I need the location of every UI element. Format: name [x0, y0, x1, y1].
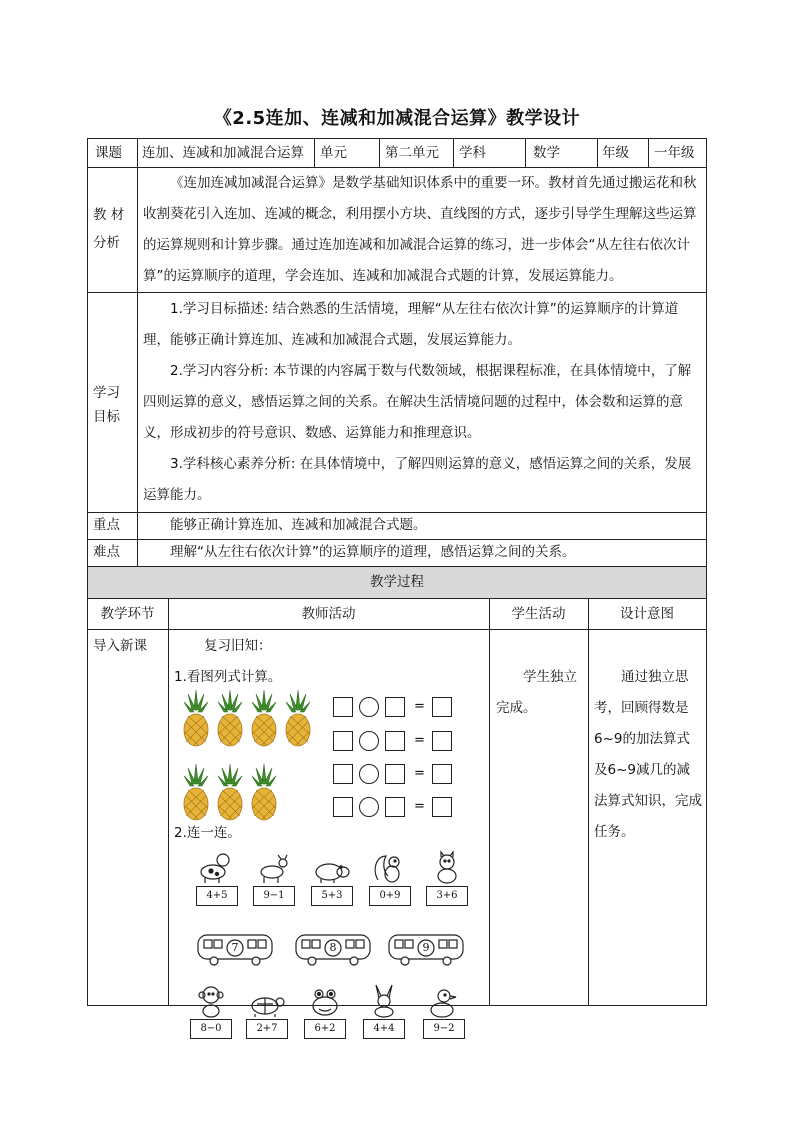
analysis-label-2: 分析 — [93, 235, 120, 251]
difficulty-label: 难点 — [93, 544, 120, 560]
expression-card[interactable]: 4+4 — [363, 1019, 405, 1039]
answer-box[interactable] — [385, 797, 405, 817]
col-teacher: 教师活动 — [301, 606, 356, 622]
pineapple-icon — [284, 688, 312, 748]
stage-name: 导入新课 — [93, 638, 147, 654]
expression-card[interactable]: 9−1 — [253, 886, 295, 906]
equals-sign: = — [414, 733, 425, 748]
col-student: 学生活动 — [511, 606, 566, 622]
bus-number: 8 — [329, 941, 337, 954]
goals-label-2: 目标 — [93, 409, 120, 425]
expression-card[interactable]: 3+6 — [426, 886, 468, 906]
expression-card[interactable]: 5+3 — [311, 886, 353, 906]
goals-label-1: 学习 — [93, 385, 120, 401]
result-box[interactable] — [432, 764, 452, 784]
pineapple-icon — [216, 688, 244, 748]
answer-box[interactable] — [385, 697, 405, 717]
answer-box[interactable] — [333, 764, 353, 784]
expression-card[interactable]: 0+9 — [369, 886, 411, 906]
difficulty-text: 理解“从左往右依次计算”的运算顺序的道理，感悟运算之间的关系。 — [170, 544, 576, 560]
answer-box[interactable] — [385, 731, 405, 751]
design-intent: 通过独立思考，回顾得数是6~9的加法算式及6~9减几的减法算式知识，完成任务。 — [594, 669, 702, 840]
expression-card[interactable]: 2+7 — [246, 1019, 288, 1039]
result-box[interactable] — [432, 797, 452, 817]
equals-sign: = — [414, 699, 425, 714]
result-box[interactable] — [432, 697, 452, 717]
page-title: 《2.5连加、连减和加减混合运算》教学设计 — [213, 108, 581, 129]
goal-item-3: 3.学科核心素养分析: 在具体情境中，了解四则运算的意义，感悟运算之间的关系，发展运算能力。 — [143, 456, 692, 503]
squirrel-icon — [370, 850, 410, 884]
lesson-value: 连加、连减和加减混合运算 — [142, 145, 304, 161]
bus-number: 9 — [422, 941, 430, 954]
expression-card[interactable]: 8−0 — [190, 1019, 232, 1039]
rabbit-icon — [364, 984, 404, 1018]
goat-icon — [254, 850, 294, 884]
analysis-text: 《连加连减加减混合运算》是数学基础知识体系中的重要一环。教材首先通过搬运花和秋收割葵花引入连加、连减的概念，利用摆小方块、直线图的方式，逐步引导学生理解这些运算的运算规则和计算步骤。通过连加连减和加减混合运算的练习，进一步体会“从左往右依次计算”的运算顺序的道理，学会连加、连减和加减混合式题的计算，发展运算能力。 — [143, 175, 697, 284]
answer-box[interactable] — [333, 731, 353, 751]
equals-sign: = — [414, 766, 425, 781]
question-2: 2.连一连。 — [174, 825, 241, 841]
expression-card[interactable]: 6+2 — [304, 1019, 346, 1039]
monkey-icon — [191, 984, 231, 1018]
process-header: 教学过程 — [370, 574, 424, 590]
answer-box[interactable] — [385, 764, 405, 784]
pineapple-icon — [250, 688, 278, 748]
cat-icon — [427, 850, 467, 884]
col-intent: 设计意图 — [620, 606, 674, 622]
unit-label: 单元 — [320, 145, 347, 161]
operator-circle[interactable] — [359, 731, 379, 751]
operator-circle[interactable] — [359, 697, 379, 717]
expression-card[interactable]: 9−2 — [423, 1019, 465, 1039]
frog-icon — [305, 984, 345, 1018]
review-heading: 复习旧知： — [204, 638, 272, 654]
operator-circle[interactable] — [359, 797, 379, 817]
unit-value: 第二单元 — [385, 145, 439, 161]
grade-label: 年级 — [602, 145, 629, 161]
key-point-text: 能够正确计算连加、连减和加减混合式题。 — [170, 517, 427, 533]
col-stage: 教学环节 — [100, 606, 155, 622]
subject-value: 数学 — [533, 145, 560, 161]
pineapple-icon — [182, 688, 210, 748]
question-1: 1.看图列式计算。 — [174, 669, 282, 685]
dog-icon — [197, 850, 237, 884]
pineapple-icon — [216, 762, 244, 822]
duck-icon — [424, 984, 464, 1018]
student-activity: 学生独立完成。 — [496, 669, 577, 716]
turtle-icon — [247, 984, 287, 1018]
grade-value: 一年级 — [654, 145, 695, 161]
equals-sign: = — [414, 799, 425, 814]
bus-number: 7 — [231, 941, 239, 954]
subject-label: 学科 — [459, 145, 486, 161]
goals-list — [143, 294, 701, 511]
operator-circle[interactable] — [359, 764, 379, 784]
key-point-label: 重点 — [93, 517, 120, 533]
hippo-icon — [312, 850, 352, 884]
pineapple-icon — [250, 762, 278, 822]
analysis-label-1: 教 材 — [93, 207, 125, 223]
pineapple-icon — [182, 762, 210, 822]
goal-item-2: 2.学习内容分析: 本节课的内容属于数与代数领域，根据课程标准，在具体情境中，了解四则运算的意义，感悟运算之间的关系。在解决生活情境问题的过程中，体会数和运算的意义，形成初步的符号意识、数感、运算能力和推理意识。 — [143, 363, 692, 441]
lesson-label: 课题 — [95, 145, 122, 161]
answer-box[interactable] — [333, 797, 353, 817]
answer-box[interactable] — [333, 697, 353, 717]
goal-item-1: 1.学习目标描述: 结合熟悉的生活情境，理解“从左往右依次计算”的运算顺序的计算道理，能够正确计算连加、连减和加减混合式题，发展运算能力。 — [143, 301, 679, 348]
result-box[interactable] — [432, 731, 452, 751]
expression-card[interactable]: 4+5 — [196, 886, 238, 906]
